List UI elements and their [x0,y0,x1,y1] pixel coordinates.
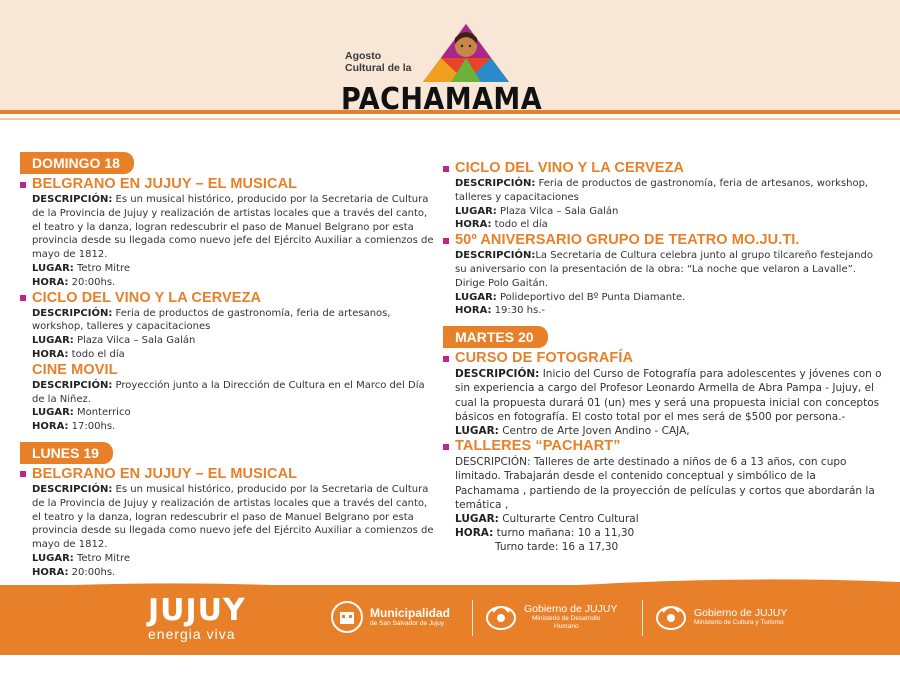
gobierno-name: Gobierno de JUJUY [694,607,788,619]
municipalidad-name: Municipalidad [370,605,451,620]
event-title: TALLERES “PACHART” [443,438,883,455]
event-place: LUGAR: Plaza Vilca – Sala Galán [32,335,196,347]
bullet-icon [443,356,449,362]
event-time: HORA: 19:30 hs.- [455,305,546,317]
event-description: DESCRIPCIÓN: Es un musical histórico, producido por la Secretaria de Cultura de la Provincia de Jujuy y realización de artistas locales que a través del canto, el teatro y la danza, logran redescubrir el paso de Manuel Belgrano por esta provincia desde su llegada como nuevo jefe del Ejército Auxiliar a comienzos de mayo de 1812. [32,194,434,261]
logo-line-1: Agosto [345,50,382,62]
event-title: CICLO DEL VINO Y LA CERVEZA [443,160,883,177]
event-time: HORA: turno mañana: 10 a 11,30 [455,527,635,540]
event-time: HORA: 17:00hs. [32,421,116,433]
event-description: DESCRIPCIÓN:La Secretaria de Cultura celebra junto al grupo tilcareño festejando su aniversario con la presentación de la obra: “La noche que velaron a Lavalle”. Dirige Polo Gaitán. [455,250,873,289]
event-place: LUGAR: Tetro Mitre [32,552,131,564]
right-column [443,160,883,555]
logo-line-2: Cultural de la [345,62,412,74]
ministerio-line-1: Ministerio de Desarrollo [532,615,601,622]
event-time: HORA: 20:00hs. [32,276,116,288]
municipalidad-logo [330,600,450,634]
pachamama-figure-icon [421,22,511,84]
bullet-icon [20,471,26,477]
gobierno-cultura-logo [654,600,787,634]
event-title: BELGRANO EN JUJUY – EL MUSICAL [20,466,438,483]
left-column [20,152,438,580]
footer-separator [642,600,643,636]
footer-bottom-margin [0,655,900,675]
header-divider [0,118,900,120]
logo-title: PACHAMAMA [341,82,543,117]
footer-separator [472,600,473,636]
event-description: DESCRIPCIÓN: Es un musical histórico, producido por la Secretaria de Cultura de la Provincia de Jujuy y realización de artistas locales que a través del canto, el teatro y la danza, logran redescubrir el paso de Manuel Belgrano por esta provincia desde su llegada como nuevo jefe del Ejército Auxiliar a comienzos de mayo de 1812. [32,483,434,551]
event-time-afternoon: Turno tarde: 16 a 17,30 [495,541,619,554]
event-title: CICLO DEL VINO Y LA CERVEZA [20,290,438,307]
gobierno-desarrollo-logo [484,600,617,634]
ministerio-cultura: Ministerio de Cultura y Turismo [694,619,784,626]
event-place: LUGAR: Monterrico [32,407,131,419]
event-time: HORA: 20:00hs. [32,566,116,578]
event-description: DESCRIPCIÓN: Inicio del Curso de Fotografía para adolescentes y jóvenes con o sin experiencia a cargo del Profesor Leonardo Armella de Abra Pampa - Jujuy, el cual la propuesta durará 01 (un) mes y será una propuesta inicial con conceptos básicos en fotografía. El costo total por el mes será de $500 por persona.- [455,368,882,423]
header [0,0,900,117]
event-place: LUGAR: Culturarte Centro Cultural [455,513,639,525]
municipal-emblem-icon [330,600,364,634]
jujuy-shield-icon [484,600,518,634]
bullet-icon [443,444,449,450]
bullet-icon [443,238,449,244]
event-place: LUGAR: Plaza Vilca – Sala Galán [455,205,619,217]
event-place: LUGAR: Centro de Arte Joven Andino - CAJA, [455,424,690,437]
event-place: LUGAR: Polideportivo del Bº Punta Diamante. [455,291,686,303]
event-time: HORA: todo el día [32,348,125,360]
bullet-icon [20,182,26,188]
pachamama-logo [335,22,543,117]
bullet-icon [443,166,449,172]
event-time: HORA: todo el día [455,219,548,231]
event-title: CINE MOVIL [32,361,118,378]
event-title: 50º ANIVERSARIO GRUPO DE TEATRO MO.JU.TI. [443,232,883,249]
day-label-martes: MARTES 20 [443,326,548,348]
ministerio-line-2: Humano [554,623,579,630]
bullet-icon [20,295,26,301]
event-description: DESCRIPCIÓN: Feria de productos de gastronomía, feria de artesanos, workshop, talleres y capacitaciones [32,307,391,333]
event-place: LUGAR: Tetro Mitre [32,262,131,274]
jujuy-name: JUJUY [148,593,246,628]
day-label-lunes: LUNES 19 [20,442,113,464]
gobierno-name: Gobierno de JUJUY [524,603,618,615]
jujuy-shield-icon [654,600,688,634]
event-title: CURSO DE FOTOGRAFÍA [443,350,883,367]
jujuy-tagline: energia viva [148,626,236,642]
event-description: DESCRIPCIÓN: Proyección junto a la Dirección de Cultura en el Marco del Día de la Niñez. [32,379,425,405]
event-description: DESCRIPCIÓN: Feria de productos de gastronomía, feria de artesanos, workshop, talleres y capacitaciones [455,178,869,203]
event-description: DESCRIPCIÓN: Talleres de arte destinado a niños de 6 a 13 años, con cupo limitado. Trabajarán desde el contenido conceptual y simbólico de la Pachamama , partiendo de la proyección de películas y cortos que abordarán la temática , [455,456,875,511]
event-title: BELGRANO EN JUJUY – EL MUSICAL [20,176,438,193]
day-label-domingo: DOMINGO 18 [20,152,134,174]
jujuy-brand-logo [148,593,246,642]
municipalidad-sub: de San Salvador de Jujuy [370,619,445,627]
